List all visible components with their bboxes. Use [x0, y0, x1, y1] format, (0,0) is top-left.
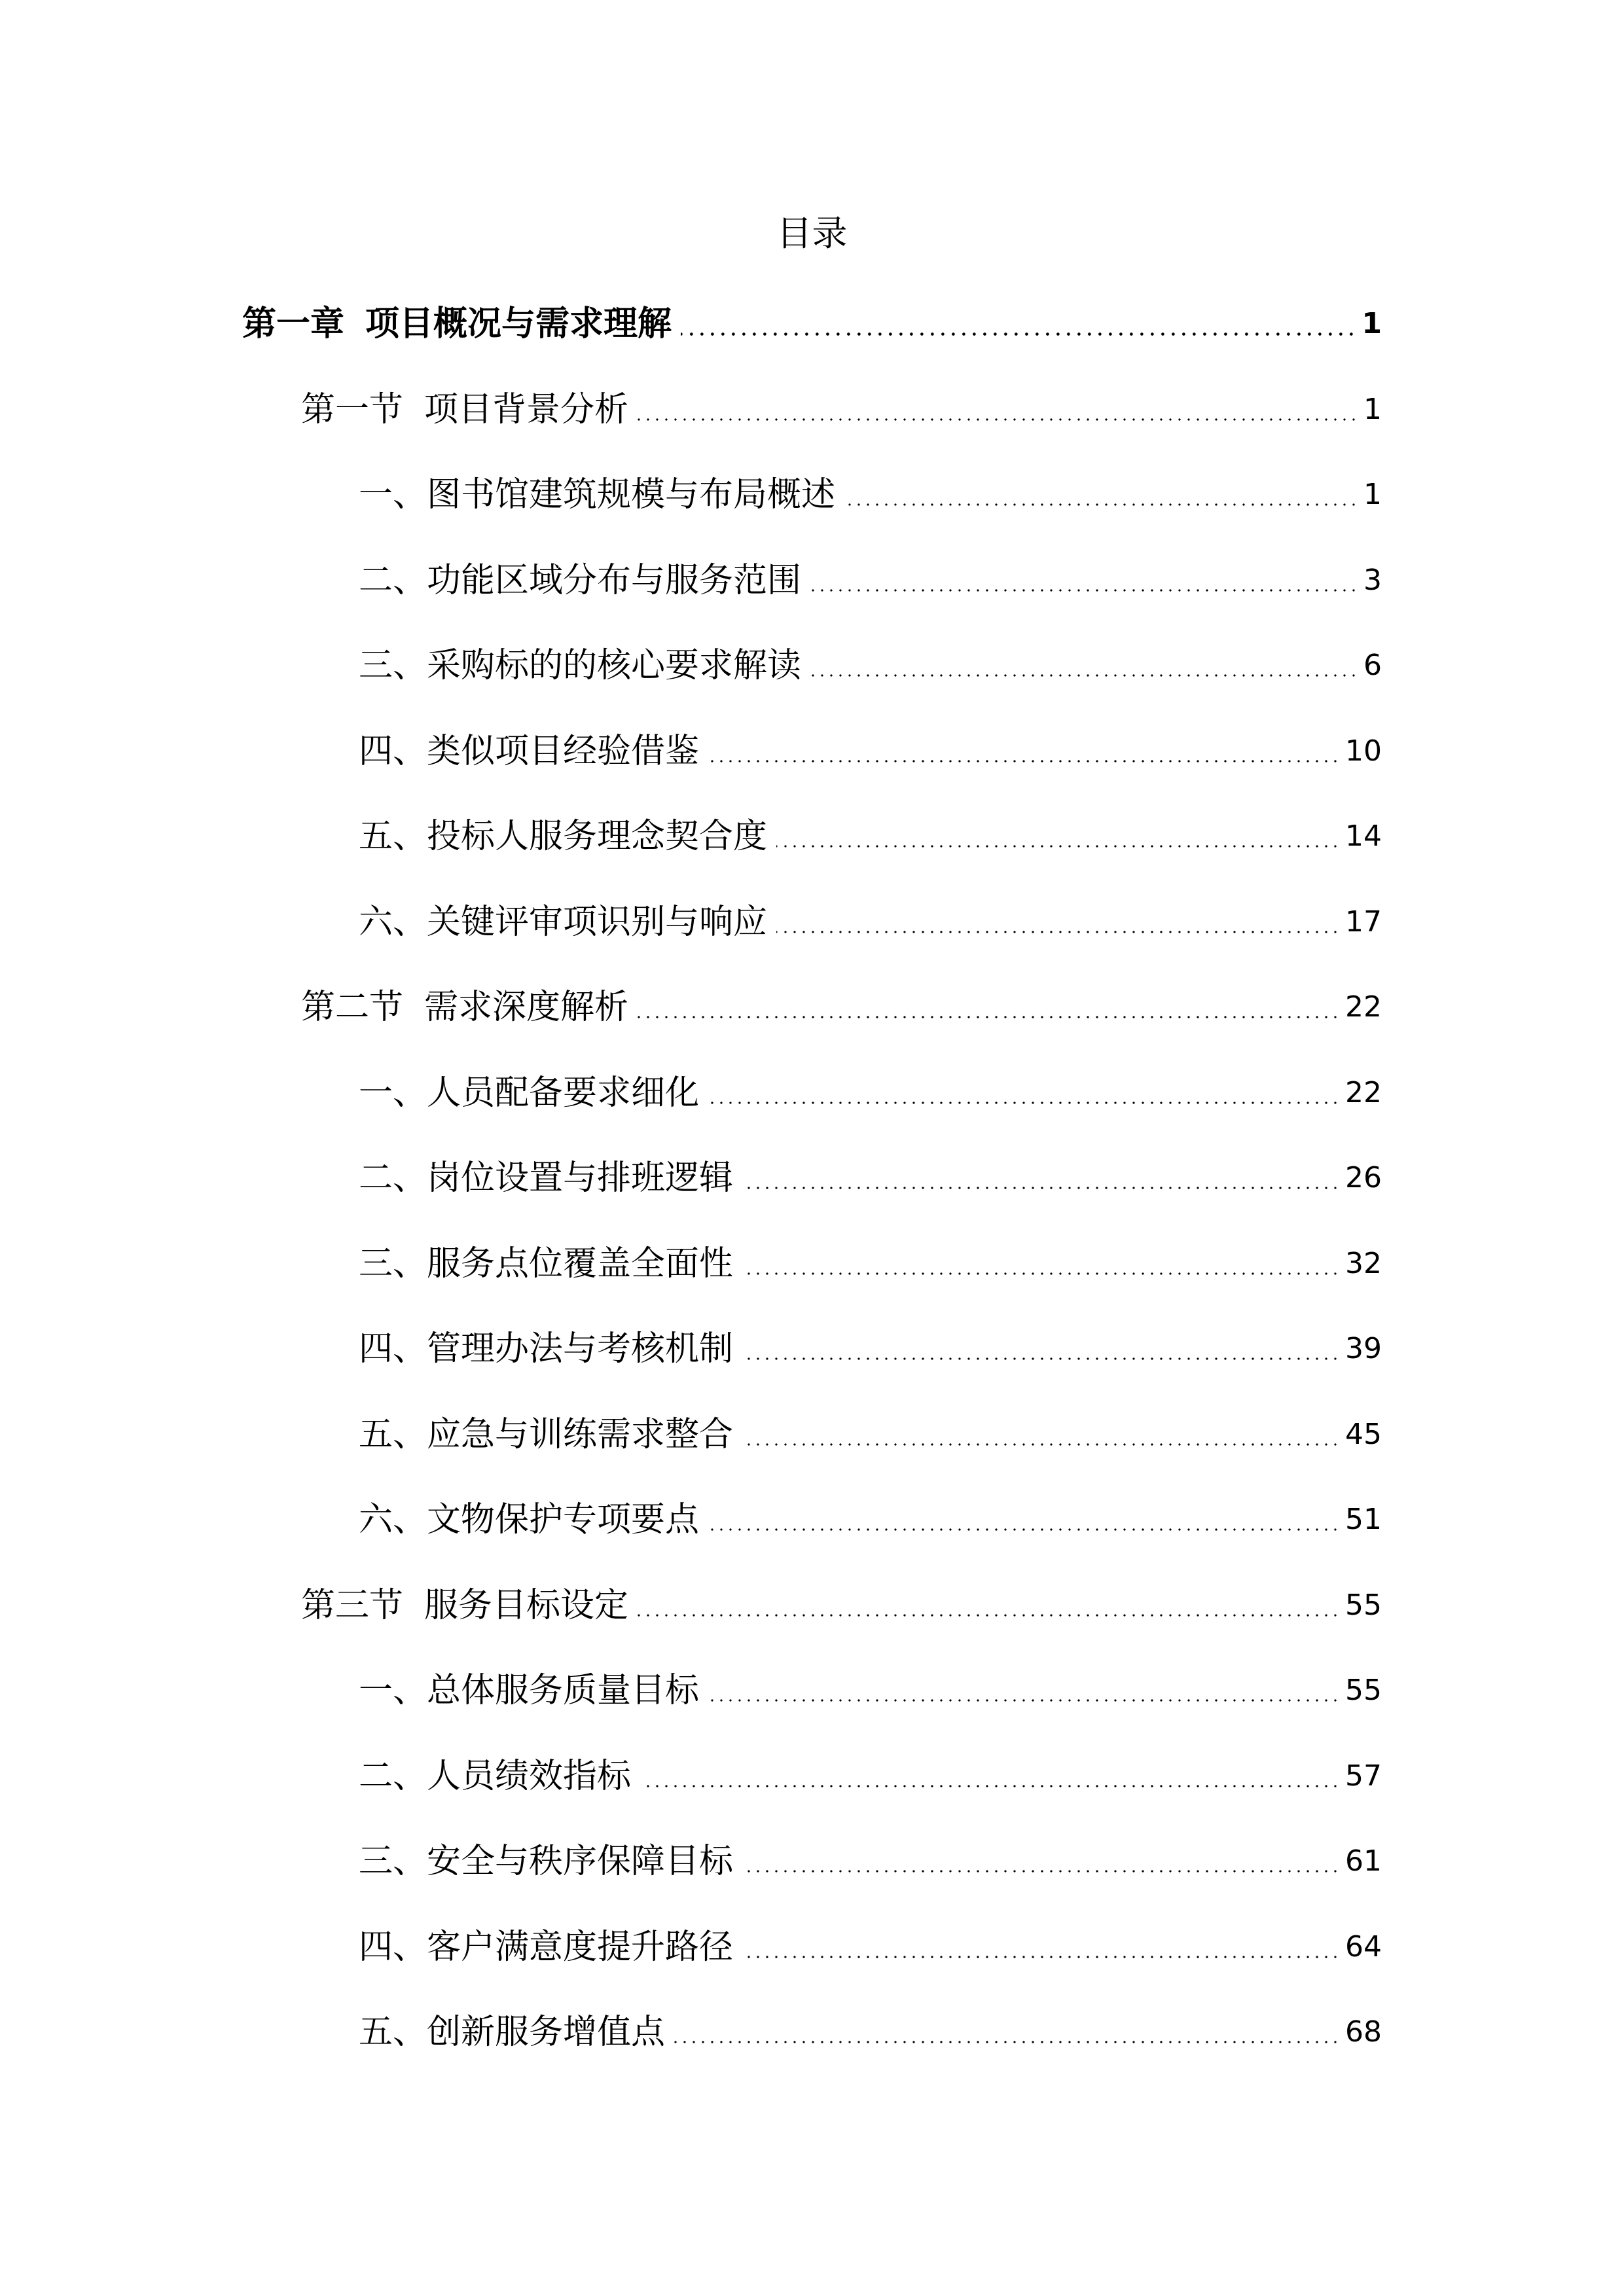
toc-dot-leader [742, 1956, 1340, 1958]
toc-entry[interactable] [359, 1067, 1382, 1119]
toc-entry-text: 创新服务增值点 [427, 2013, 666, 2052]
toc-page-number: 55 [1345, 1588, 1382, 1622]
toc-entry-text: 服务点位覆盖全面性 [427, 1244, 734, 1283]
toc-entry-text: 人员配备要求细化 [427, 1073, 700, 1113]
toc-entry[interactable] [359, 554, 1382, 607]
toc-dot-leader [742, 1357, 1340, 1360]
toc-entry[interactable] [301, 1579, 1382, 1632]
toc-entry-prefix: 第三节 [301, 1585, 404, 1625]
toc-dot-leader [708, 1699, 1340, 1702]
toc-entry-text: 图书馆建筑规模与布局概述 [427, 475, 836, 514]
toc-entry-prefix: 五、 [359, 2013, 427, 2052]
toc-entry-text: 岗位设置与排班逻辑 [427, 1158, 734, 1198]
toc-entry-text: 功能区域分布与服务范围 [427, 560, 802, 600]
toc-entry-label [301, 1579, 632, 1632]
toc-page-number: 64 [1345, 1929, 1382, 1964]
toc-entry-prefix: 第一章 [242, 304, 345, 344]
toc-page-number: 26 [1345, 1161, 1382, 1194]
toc-dot-leader [708, 760, 1340, 762]
toc-entry-label [242, 298, 676, 350]
toc-dot-leader [638, 1614, 1340, 1617]
toc-entry-label [359, 1408, 737, 1461]
toc-page-number: 10 [1345, 734, 1382, 768]
toc-entry-label [359, 554, 805, 607]
toc-entry[interactable] [359, 2006, 1382, 2058]
toc-entry-prefix: 六、 [359, 1500, 427, 1539]
toc-entry[interactable] [359, 1921, 1382, 1973]
toc-entry-text: 类似项目经验借鉴 [427, 731, 700, 771]
toc-dot-leader [742, 1870, 1340, 1873]
toc-entry-prefix: 六、 [359, 902, 427, 942]
toc-page-number: 51 [1345, 1503, 1382, 1536]
toc-entry-label [359, 1238, 737, 1290]
toc-entry[interactable] [359, 639, 1382, 692]
toc-entry-prefix: 四、 [359, 1927, 427, 1967]
toc-entry-label [359, 725, 703, 778]
toc-page-number: 6 [1363, 649, 1382, 682]
toc-entry[interactable] [359, 1238, 1382, 1290]
toc-entry-prefix: 一、 [359, 1671, 427, 1710]
toc-page-number: 57 [1345, 1759, 1382, 1793]
toc-page-number: 1 [1363, 478, 1382, 511]
toc-dot-leader [638, 418, 1358, 421]
toc-entry-label [359, 1494, 703, 1546]
toc-dot-leader [708, 1528, 1340, 1531]
toc-entry-text: 采购标的的核心要求解读 [427, 646, 802, 685]
toc-page-number: 68 [1345, 2015, 1382, 2049]
toc-entry-text: 关键评审项识别与响应 [427, 902, 768, 942]
toc-entry[interactable] [359, 1664, 1382, 1717]
toc-entry-prefix: 四、 [359, 1329, 427, 1369]
toc-entry[interactable] [359, 1835, 1382, 1888]
toc-entry[interactable] [359, 725, 1382, 778]
toc-entry-prefix: 二、 [359, 1756, 427, 1796]
toc-entry-label [359, 1067, 703, 1119]
toc-entry-text: 总体服务质量目标 [427, 1671, 700, 1710]
toc-dot-leader [640, 1785, 1340, 1787]
toc-dot-leader [776, 931, 1340, 933]
toc-entry-text: 管理办法与考核机制 [427, 1329, 734, 1369]
toc-page-number: 22 [1345, 990, 1382, 1024]
toc-dot-leader [776, 845, 1340, 848]
toc-entry-prefix: 五、 [359, 817, 427, 856]
toc-entry-text: 需求深度解析 [424, 988, 629, 1027]
toc-entry-label [359, 639, 805, 692]
toc-entry[interactable] [301, 981, 1382, 1033]
toc-entry-text: 项目背景分析 [424, 389, 629, 429]
toc-entry-label [359, 1835, 737, 1888]
toc-page-number: 14 [1345, 819, 1382, 853]
toc-entry[interactable] [359, 1494, 1382, 1546]
toc-entry-label [359, 1921, 737, 1973]
toc-dot-leader [708, 1102, 1340, 1104]
toc-page-number: 32 [1345, 1246, 1382, 1280]
toc-entry[interactable] [359, 896, 1382, 948]
toc-dot-leader [742, 1187, 1340, 1189]
toc-page-number: 61 [1345, 1844, 1382, 1878]
toc-entry[interactable] [359, 1323, 1382, 1375]
toc-entry-prefix: 三、 [359, 1244, 427, 1283]
toc-page-number: 39 [1345, 1332, 1382, 1365]
toc-entry-prefix: 三、 [359, 1842, 427, 1881]
toc-entry-prefix: 二、 [359, 560, 427, 600]
toc-entry-prefix: 二、 [359, 1158, 427, 1198]
toc-entry-text: 服务目标设定 [424, 1585, 629, 1625]
toc-dot-leader [638, 1016, 1340, 1018]
toc-entry-text: 投标人服务理念契合度 [427, 817, 768, 856]
toc-entry-text: 人员绩效指标 [427, 1756, 632, 1796]
toc-entry-label [301, 981, 632, 1033]
toc-entry[interactable] [359, 1152, 1382, 1204]
toc-entry-label [359, 469, 839, 521]
toc-page-number: 1 [1362, 307, 1382, 340]
toc-entry-text: 文物保护专项要点 [427, 1500, 700, 1539]
toc-entry-text: 项目概况与需求理解 [365, 304, 672, 344]
toc-entry-text: 客户满意度提升路径 [427, 1927, 734, 1967]
toc-dot-leader [810, 589, 1358, 592]
toc-entry[interactable] [359, 469, 1382, 521]
toc-entry-prefix: 第二节 [301, 988, 404, 1027]
toc-dot-leader [844, 503, 1358, 506]
toc-entry-prefix: 第一节 [301, 389, 404, 429]
toc-entry-label [359, 1323, 737, 1375]
toc-entry-label [359, 1664, 703, 1717]
toc-page-number: 3 [1363, 563, 1382, 597]
toc-entry-label [359, 2006, 669, 2058]
toc-entry-text: 应急与训练需求整合 [427, 1414, 734, 1454]
toc-page-number: 45 [1345, 1417, 1382, 1451]
toc-entry-prefix: 四、 [359, 731, 427, 771]
toc-entry-label [359, 896, 771, 948]
toc-entry-label [359, 810, 771, 863]
toc-entry-prefix: 一、 [359, 475, 427, 514]
toc-entry-prefix: 一、 [359, 1073, 427, 1113]
toc-entry[interactable] [359, 1408, 1382, 1461]
toc-entry-prefix: 三、 [359, 646, 427, 685]
toc-dot-leader [742, 1272, 1340, 1275]
toc-page-number: 17 [1345, 905, 1382, 939]
toc-dot-leader [681, 332, 1356, 336]
toc-page-number: 1 [1363, 392, 1382, 426]
toc-title: 目录 [776, 213, 848, 254]
toc-entry[interactable] [359, 1750, 1382, 1803]
toc-dot-leader [674, 2041, 1340, 2043]
toc-dot-leader [742, 1443, 1340, 1446]
toc-entry[interactable] [301, 384, 1382, 436]
toc-page-number: 22 [1345, 1075, 1382, 1109]
toc-entry[interactable] [359, 810, 1382, 863]
toc-entry-label [301, 384, 632, 436]
toc-entry[interactable] [242, 298, 1382, 350]
toc-entry-prefix: 五、 [359, 1414, 427, 1454]
toc-dot-leader [810, 674, 1358, 677]
toc-entry-text: 安全与秩序保障目标 [427, 1842, 734, 1881]
toc-page-number: 55 [1345, 1674, 1382, 1707]
toc-entry-label [359, 1152, 737, 1204]
toc-entry-label [359, 1750, 635, 1803]
